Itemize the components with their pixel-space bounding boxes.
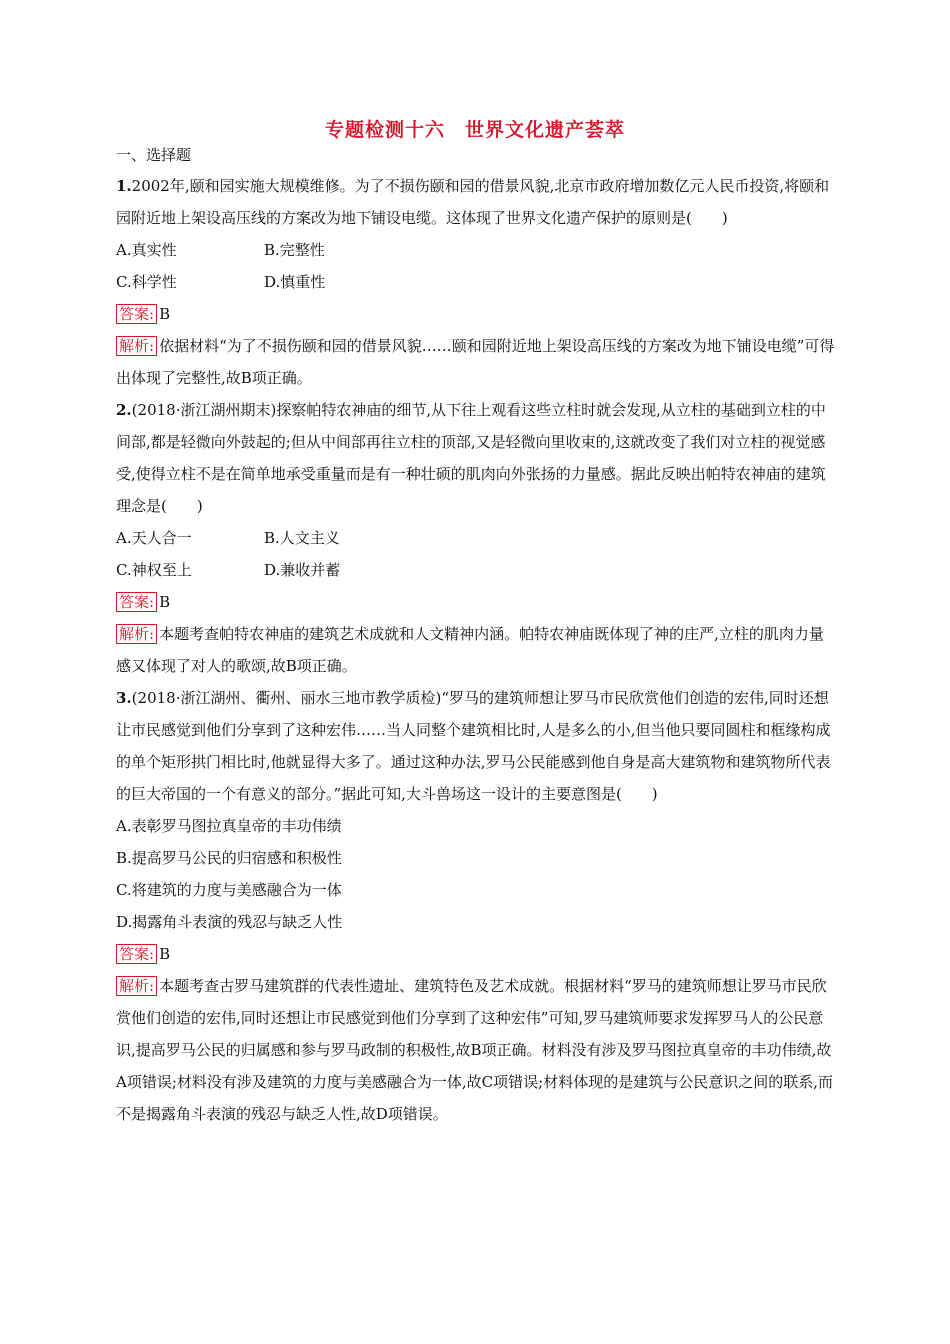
analysis-label: 解析: — [116, 976, 157, 996]
analysis-line — [116, 330, 838, 394]
analysis-label: 解析: — [116, 624, 157, 644]
option-b: B.提高罗马公民的归宿感和积极性 — [116, 849, 342, 867]
option-a: A.天人合一 — [116, 529, 192, 547]
answer-line — [116, 938, 838, 970]
question-number: 1. — [116, 177, 132, 195]
question-text: (2018·浙江湖州、衢州、丽水三地市教学质检)“罗马的建筑师想让罗马市民欣赏他们创造的宏伟,同时还想让市民感觉到他们分享到了这种宏伟……当人同整个建筑相比时,人是多么的小,但当他只要同圆柱和框缘构成的单个矩形拱门相比时,他就显得大多了。通过这种办法,罗马公民能感到他自身是高大建筑物和建筑物所代表的巨大帝国的一个有意义的部分。”据此可知,大斗兽场这一设计的主要意图是( ) — [116, 689, 831, 803]
question-number: 2. — [116, 401, 132, 419]
options-row — [116, 554, 838, 586]
analysis-text: 依据材料“为了不损伤颐和园的借景风貌……颐和园附近地上架设高压线的方案改为地下铺设电缆”可得出体现了完整性,故B项正确。 — [116, 337, 835, 387]
option-b: B.完整性 — [264, 241, 325, 259]
analysis-label: 解析: — [116, 336, 157, 356]
option-d: D.慎重性 — [264, 273, 326, 291]
option-c: C.科学性 — [116, 273, 177, 291]
option-a: A.真实性 — [116, 241, 177, 259]
option-c: C.将建筑的力度与美感融合为一体 — [116, 881, 342, 899]
page-title: 专题检测十六 世界文化遗产荟萃 — [324, 119, 625, 141]
option-c: C.神权至上 — [116, 561, 192, 579]
answer-line — [116, 586, 838, 618]
option-b: B.人文主义 — [264, 529, 340, 547]
question-2 — [116, 394, 838, 682]
analysis-text: 本题考查帕特农神庙的建筑艺术成就和人文精神内涵。帕特农神庙既体现了神的庄严,立柱的肌肉力量感又体现了对人的歌颂,故B项正确。 — [116, 625, 824, 675]
answer-label: 答案: — [116, 592, 157, 612]
options-row — [116, 522, 838, 554]
question-text: (2018·浙江湖州期末)探察帕特农神庙的细节,从下往上观看这些立柱时就会发现,从立柱的基础到立柱的中间部,都是轻微向外鼓起的;但从中间部再往立柱的顶部,又是轻微向里收束的,这就改变了我们对立柱的视觉感受,使得立柱不是在简单地承受重量而是有一种壮硕的肌肉向外张扬的力量感。据此反映出帕特农神庙的建筑理念是( ) — [116, 401, 826, 515]
question-stem — [116, 394, 838, 522]
answer-value: B — [159, 945, 171, 963]
question-1 — [116, 170, 838, 394]
option-d: D.兼收并蓄 — [264, 561, 341, 579]
analysis-line — [116, 618, 838, 682]
analysis-line — [116, 970, 838, 1130]
question-3 — [116, 682, 838, 1130]
option-a: A.表彰罗马图拉真皇帝的丰功伟绩 — [116, 817, 342, 835]
answer-line — [116, 298, 838, 330]
question-stem — [116, 170, 838, 234]
section-heading: 一、选择题 — [116, 146, 192, 164]
analysis-text: 本题考查古罗马建筑群的代表性遗址、建筑特色及艺术成就。根据材料“罗马的建筑师想让罗马市民欣赏他们创造的宏伟,同时还想让市民感觉到他们分享到了这种宏伟”可知,罗马建筑师要求发挥罗马人的公民意识,提高罗马公民的归属感和参与罗马政制的积极性,故B项正确。材料没有涉及罗马图拉真皇帝的丰功伟绩,故A项错误;材料没有涉及建筑的力度与美感融合为一体,故C项错误;材料体现的是建筑与公民意识之间的联系,而不是揭露角斗表演的残忍与缺乏人性,故D项错误。 — [116, 977, 833, 1123]
options-row — [116, 266, 838, 298]
options-row — [116, 234, 838, 266]
option-d: D.揭露角斗表演的残忍与缺乏人性 — [116, 913, 343, 931]
answer-label: 答案: — [116, 944, 157, 964]
answer-value: B — [159, 593, 171, 611]
question-number: 3. — [116, 689, 132, 707]
answer-value: B — [159, 305, 171, 323]
question-text: 2002年,颐和园实施大规模维修。为了不损伤颐和园的借景风貌,北京市政府增加数亿元人民币投资,将颐和园附近地上架设高压线的方案改为地下铺设电缆。这体现了世界文化遗产保护的原则是( ) — [116, 177, 830, 227]
question-stem — [116, 682, 838, 810]
answer-label: 答案: — [116, 304, 157, 324]
question-list — [116, 170, 838, 1130]
